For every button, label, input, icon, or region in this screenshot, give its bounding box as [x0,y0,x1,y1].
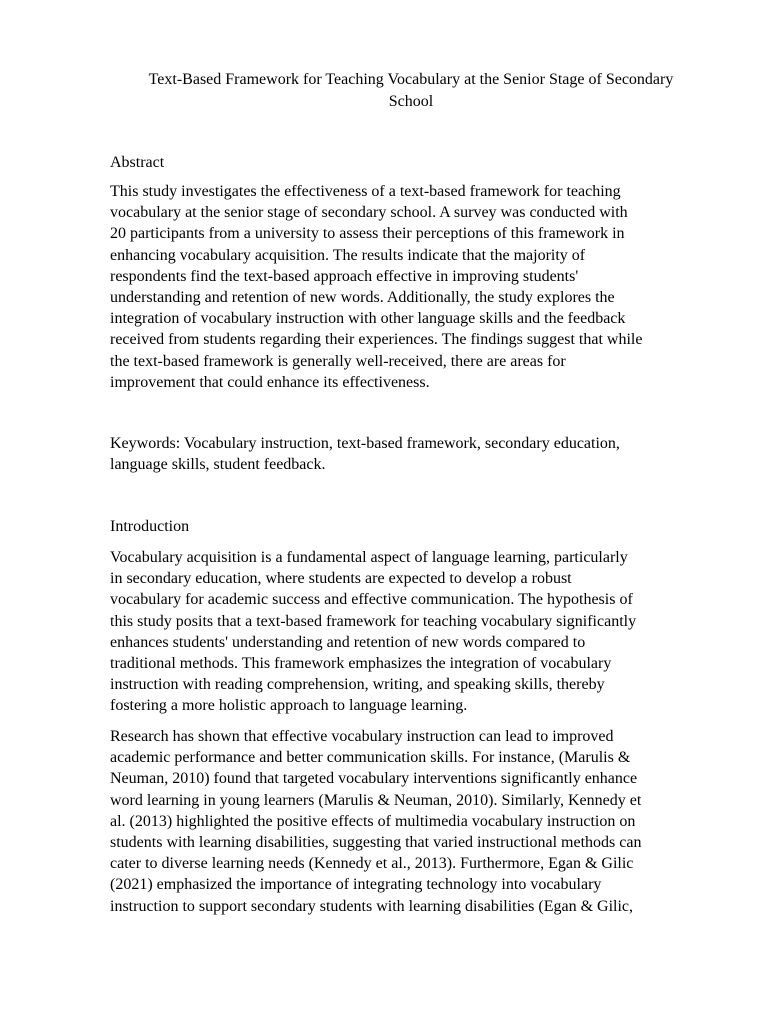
text-line: enhancing vocabulary acquisition. The results indicate that the majority of [110,246,586,264]
paper-title [100,69,722,112]
title-line: School [388,92,434,110]
text-line: vocabulary at the senior stage of secondary school. A survey was conducted with [110,204,628,222]
text-line: this study posits that a text-based framework for teaching vocabulary significantly [110,612,637,630]
abstract-paragraph [110,181,730,393]
keywords-paragraph [110,433,730,475]
text-line: word learning in young learners (Marulis & Neuman, 2010). Similarly, Kennedy et [110,791,642,809]
text-line: respondents find the text-based approach effective in improving students' [110,267,579,285]
text-line: 20 participants from a university to assess their perceptions of this framework in [110,225,625,243]
text-line: improvement that could enhance its effectiveness. [110,373,430,391]
text-line: fostering a more holistic approach to language learning. [110,697,468,715]
text-line: Neuman, 2010) found that targeted vocabulary interventions significantly enhance [110,770,638,788]
text-line: integration of vocabulary instruction with other language skills and the feedback [110,310,626,328]
text-line: Vocabulary acquisition is a fundamental aspect of language learning, particularly [110,549,628,566]
text-line: Keywords: Vocabulary instruction, text-based framework, secondary education, [110,435,620,452]
intro-paragraph-2 [110,726,730,917]
text-line: the text-based framework is generally well-received, there are areas for [110,352,566,370]
text-line: understanding and retention of new words. Additionally, the study explores the [110,289,615,307]
text-line: al. (2013) highlighted the positive effects of multimedia vocabulary instruction on [110,812,636,830]
text-line: academic performance and better communication skills. For instance, (Marulis & [110,749,631,767]
abstract-heading: Abstract [110,154,165,171]
text-line: instruction with reading comprehension, writing, and speaking skills, thereby [110,676,605,694]
text-line: students with learning disabilities, suggesting that varied instructional methods can [110,834,642,852]
title-line: Text-Based Framework for Teaching Vocabulary at the Senior Stage of Secondary [148,71,674,88]
text-line: in secondary education, where students are expected to develop a robust [110,570,572,588]
intro-paragraph-1 [110,547,730,717]
introduction-heading: Introduction [110,518,190,535]
text-line: traditional methods. This framework emphasizes the integration of vocabulary [110,655,612,673]
text-line: (2021) emphasized the importance of integrating technology into vocabulary [110,876,602,894]
text-line: instruction to support secondary students with learning disabilities (Egan & Gilic, [110,897,634,915]
text-line: received from students regarding their experiences. The findings suggest that while [110,331,643,349]
text-line: enhances students' understanding and retention of new words compared to [110,633,586,651]
text-line: language skills, student feedback. [110,456,326,474]
text-line: This study investigates the effectiveness of a text-based framework for teaching [110,183,621,200]
text-line: cater to diverse learning needs (Kennedy et al., 2013). Furthermore, Egan & Gilic [110,855,634,873]
text-line: Research has shown that effective vocabulary instruction can lead to improved [110,728,614,745]
text-line: vocabulary for academic success and effective communication. The hypothesis of [110,591,633,609]
